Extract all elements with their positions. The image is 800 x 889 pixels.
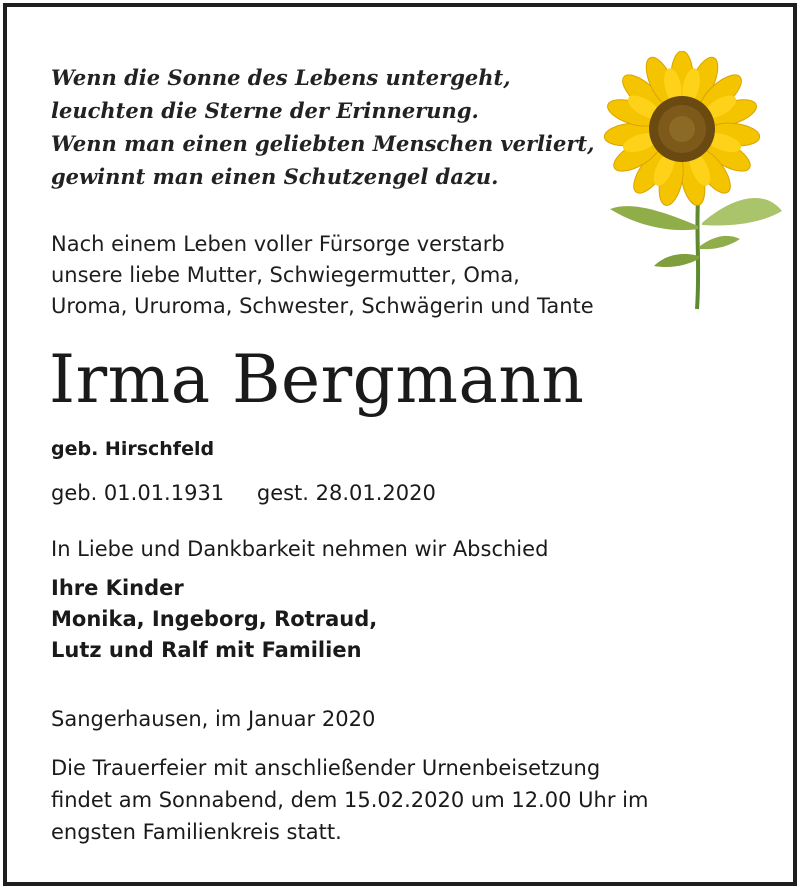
ceremony-line: findet am Sonnabend, dem 15.02.2020 um 12.00 Uhr im <box>51 788 649 812</box>
deceased-name: Irma Bergmann <box>49 341 585 418</box>
mourners-line: Monika, Ingeborg, Rotraud, <box>51 607 378 631</box>
birth-name: geb. Hirschfeld <box>51 438 215 460</box>
mourners-line: Ihre Kinder <box>51 576 184 600</box>
intro-line: Nach einem Leben voller Fürsorge verstarb <box>51 232 505 256</box>
death-date: gest. 28.01.2020 <box>256 481 436 505</box>
sunflower-icon <box>602 51 787 313</box>
ceremony-line: Die Trauerfeier mit anschließender Urnenbeisetzung <box>51 756 601 780</box>
intro-line: Uroma, Ururoma, Schwester, Schwägerin und Tante <box>51 294 594 318</box>
poem-line: leuchten die Sterne der Erinnerung. <box>51 98 479 123</box>
poem-line: Wenn man einen geliebten Menschen verliert, <box>51 131 595 156</box>
farewell-text: In Liebe und Dankbarkeit nehmen wir Abschied <box>51 537 549 561</box>
obituary-frame <box>3 3 797 886</box>
poem-line: Wenn die Sonne des Lebens untergeht, <box>51 65 511 90</box>
mourners <box>51 573 377 666</box>
ceremony-info <box>51 752 648 848</box>
place-and-date: Sangerhausen, im Januar 2020 <box>51 707 376 731</box>
birth-date: geb. 01.01.1931 <box>51 481 225 505</box>
intro-text <box>51 229 594 322</box>
poem-line: gewinnt man einen Schutzengel dazu. <box>51 164 499 189</box>
memorial-poem <box>51 61 594 193</box>
mourners-line: Lutz und Ralf mit Familien <box>51 638 362 662</box>
intro-line: unsere liebe Mutter, Schwiegermutter, Oma, <box>51 263 520 287</box>
ceremony-line: engsten Familienkreis statt. <box>51 820 342 844</box>
life-dates <box>51 478 436 508</box>
